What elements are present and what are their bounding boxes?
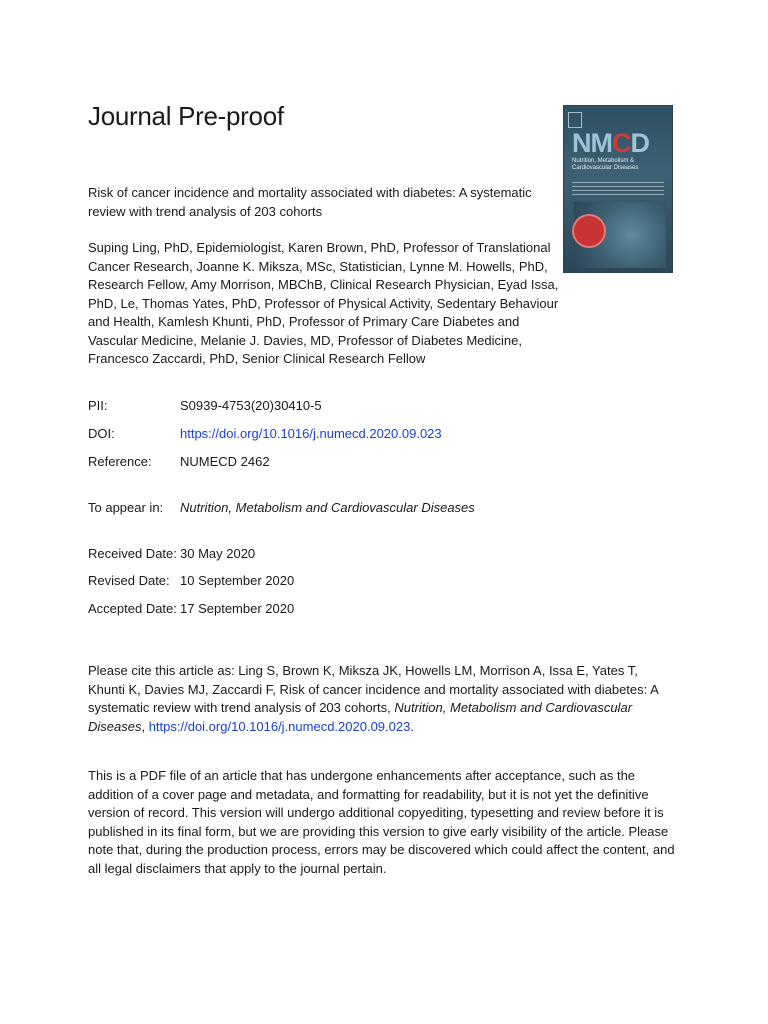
citation-journal: Nutrition, Metabolism and Cardiovascular Diseases xyxy=(88,700,633,734)
doi-link[interactable]: https://doi.org/10.1016/j.numecd.2020.09.023 xyxy=(180,426,442,441)
revised-label: Revised Date: xyxy=(88,573,170,588)
doi-label: DOI: xyxy=(88,426,115,441)
citation-separator: , xyxy=(141,718,149,734)
publisher-logo-icon xyxy=(568,112,582,128)
cover-logo: NMCD xyxy=(572,128,649,158)
citation-suffix: . xyxy=(410,718,414,734)
citation-text: Please cite this article as: Ling S, Brown K, Miksza JK, Howells LM, Morrison A, Issa E, Yates T, Khunti K, Davies MJ, Zaccardi F, Risk of cancer incidence and mortality associated with diabetes: A systematic review with trend analysis of 203 cohorts, xyxy=(88,663,659,715)
journal-name: Nutrition, Metabolism and Cardiovascular Diseases xyxy=(180,500,475,515)
revised-value: 10 September 2020 xyxy=(180,573,295,588)
reference-value: NUMECD 2462 xyxy=(180,454,270,469)
appear-in-label: To appear in: xyxy=(88,500,164,515)
accepted-label: Accepted Date: xyxy=(88,601,177,616)
author-list: Suping Ling, PhD, Epidemiologist, Karen Brown, PhD, Professor of Translational Cancer Research, Joanne K. Miksza, MSc, Statistician, Lynne M. Howells, PhD, Research Fellow, Amy Morrison, MBChB, Clinical Research Physician, Eyad Issa, PhD, Le, Thomas Yates, PhD, Professor of Physical Activity, Sedentary Behaviour and Health, Kamlesh Khunti, PhD, Professor of Primary Care Diabetes and Vascular Medicine, Melanie J. Davies, MD, Professor of Diabetes Medicine, Francesco Zaccardi, PhD, Senior Clinical Research Fellow xyxy=(88,240,559,366)
article-title: Risk of cancer incidence and mortality associated with diabetes: A systematic review with trend analysis of 203 cohorts xyxy=(88,185,532,219)
journal-cover-image xyxy=(564,106,672,272)
received-value: 30 May 2020 xyxy=(180,546,256,561)
disclaimer-paragraph: This is a PDF file of an article that has undergone enhancements after acceptance, such as the addition of a cover page and metadata, and formatting for readability, but it is not yet the definitive version of record. This version will undergo additional copyediting, typesetting and review before it is published in its final form, but we are providing this version to give early visibility of the article. Please note that, during the production process, errors may be discovered which could affect the content, and all legal disclaimers that apply to the journal pertain. xyxy=(88,768,675,876)
accepted-value: 17 September 2020 xyxy=(180,601,295,616)
page-title: Journal Pre-proof xyxy=(88,101,284,131)
citation-doi-link[interactable]: https://doi.org/10.1016/j.numecd.2020.09.023 xyxy=(148,718,411,734)
cover-text-lines xyxy=(572,182,664,196)
cover-subtitle: Nutrition, Metabolism & Cardiovascular Diseases xyxy=(572,158,639,171)
pii-label: PII: xyxy=(88,398,108,413)
pii-value: S0939-4753(20)30410-5 xyxy=(180,398,322,413)
cover-badge-icon xyxy=(574,216,604,246)
citation-paragraph xyxy=(88,662,678,736)
received-label: Received Date: xyxy=(88,546,177,561)
reference-label: Reference: xyxy=(88,454,152,469)
